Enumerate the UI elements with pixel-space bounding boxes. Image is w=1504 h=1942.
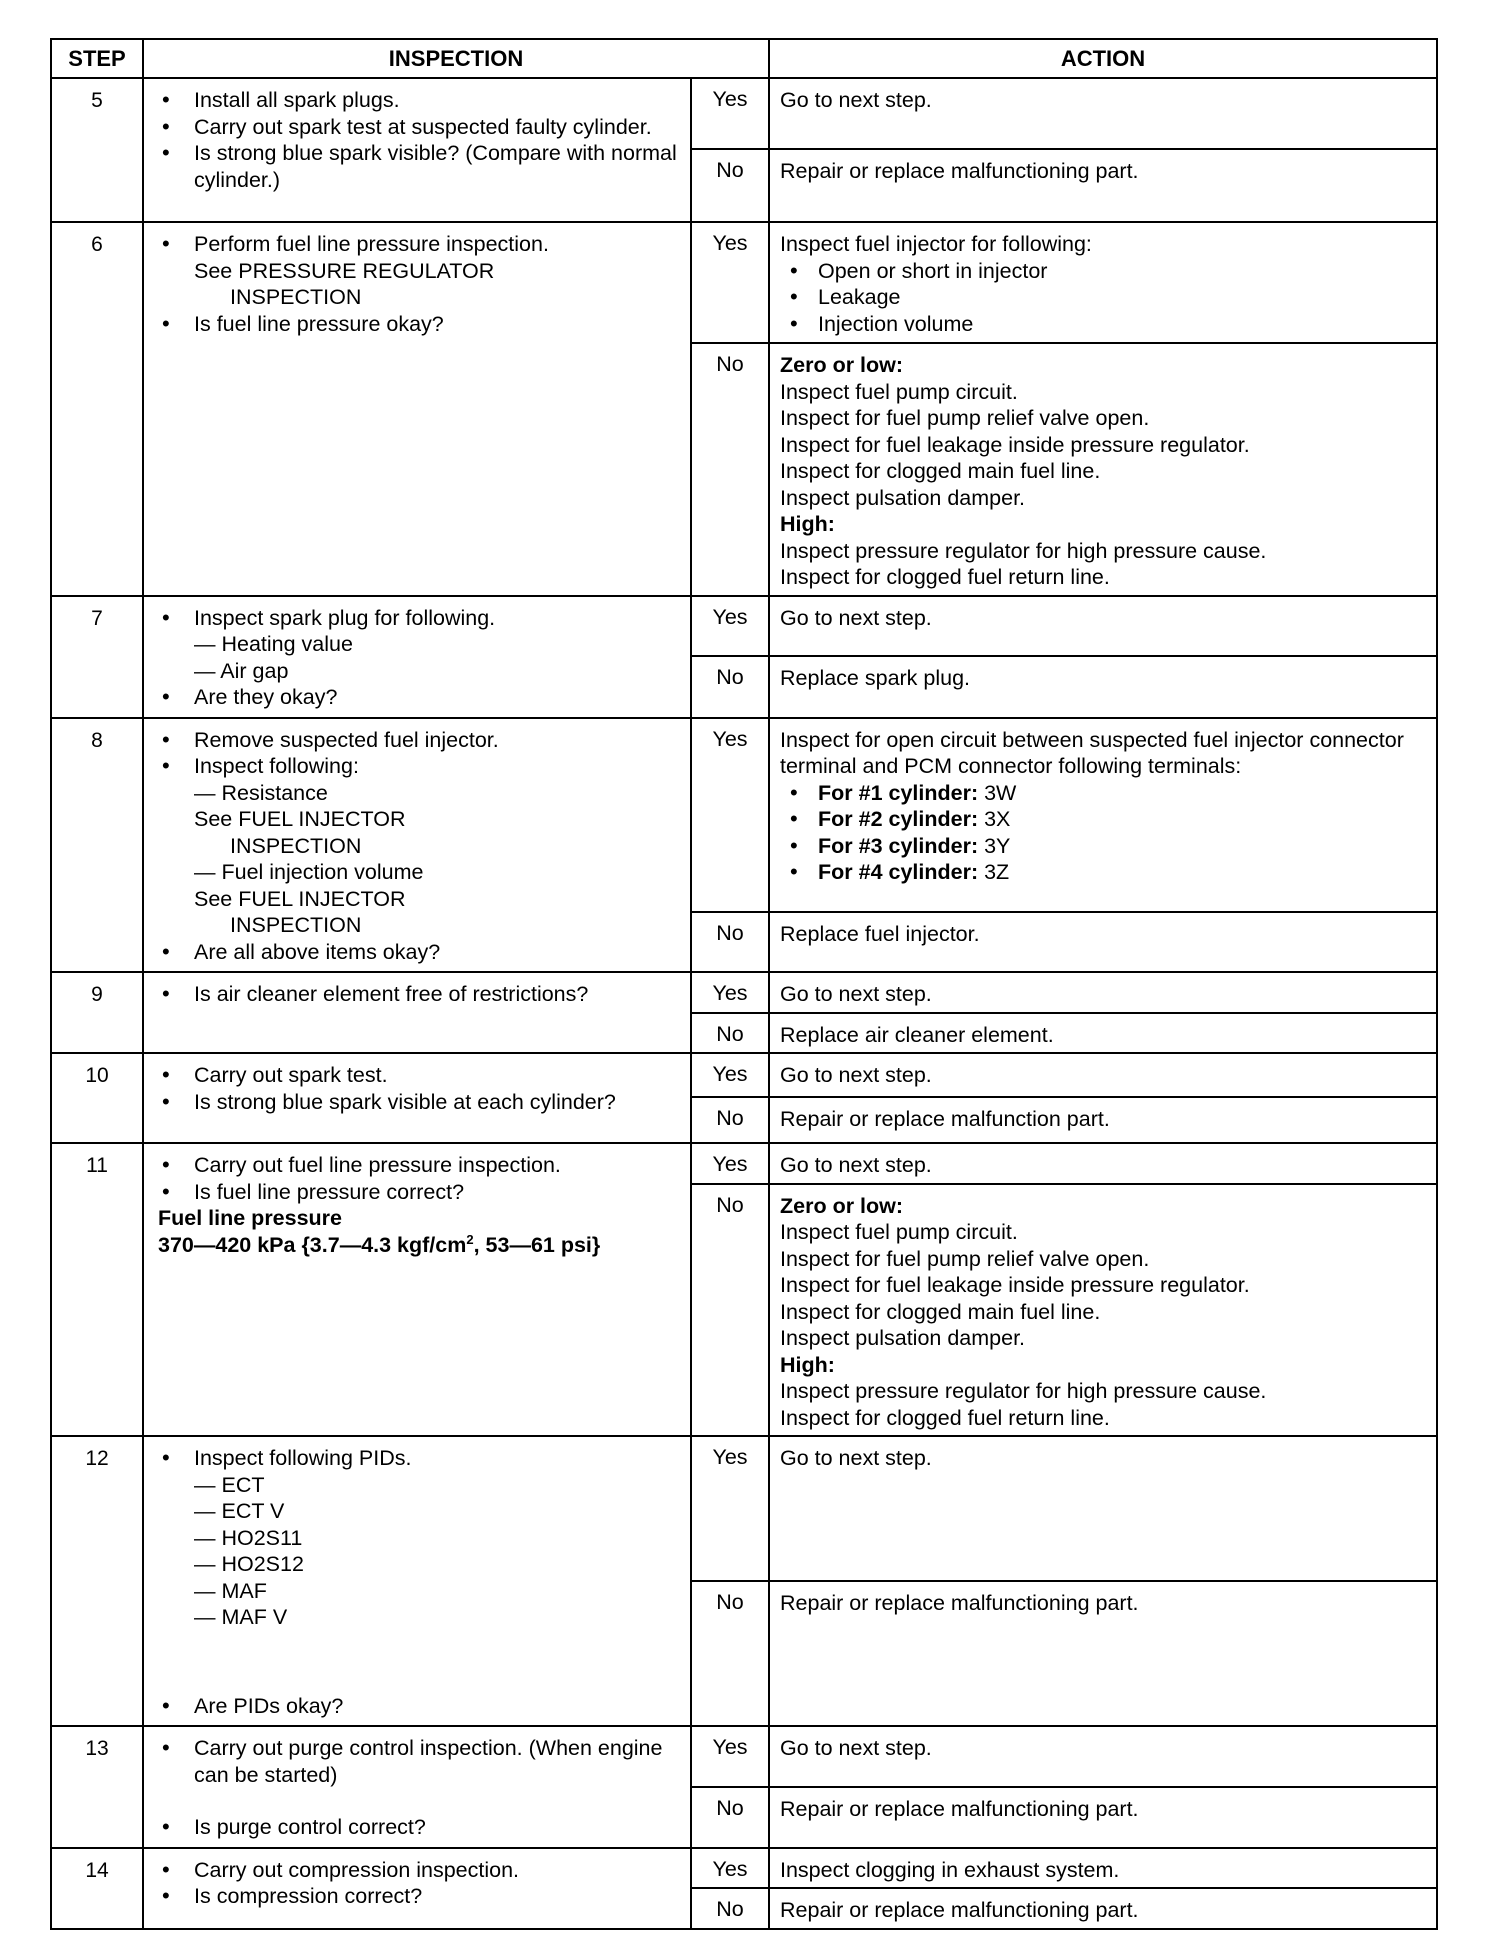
inspection-item: • Carry out purge control inspection. (When engine can be started) <box>158 1735 678 1788</box>
inspection-ref: INSPECTION <box>230 913 362 937</box>
terminal-value: 3W <box>984 780 1017 805</box>
action-no: Replace fuel injector. <box>769 912 1437 972</box>
action-yes: Go to next step. <box>769 78 1437 149</box>
action-heading: Inspect for open circuit between suspected fuel injector connector terminal and PCM connector following terminals: <box>780 727 1404 778</box>
action-line: Inspect for fuel leakage inside pressure regulator. <box>780 1273 1250 1297</box>
cylinder-label: For #2 cylinder: <box>818 807 979 831</box>
action-line: Inspect for clogged fuel return line. <box>780 565 1110 589</box>
spec-value <box>158 1232 678 1259</box>
pid-item: — HO2S12 <box>194 1552 304 1576</box>
action-line: Inspect pulsation damper. <box>780 485 1026 510</box>
step-number: 7 <box>51 596 143 718</box>
action-line: Inspect for fuel pump relief valve open. <box>780 406 1150 430</box>
inspection-cell <box>143 972 691 1053</box>
action-yes: Go to next step. <box>769 1143 1437 1184</box>
action-yes: Go to next step. <box>769 1436 1437 1581</box>
inspection-cell <box>143 1436 691 1726</box>
step-number: 5 <box>51 78 143 222</box>
inspection-item: • Carry out fuel line pressure inspection. <box>158 1152 678 1179</box>
action-item: • Open or short in injector <box>780 258 1426 285</box>
header-action: ACTION <box>769 39 1437 78</box>
no-label: No <box>691 149 769 222</box>
inspection-cell <box>143 1848 691 1929</box>
action-subheading: Zero or low: <box>780 1193 904 1218</box>
action-line: Inspect for fuel leakage inside pressure regulator. <box>780 432 1250 457</box>
table-row <box>51 78 1437 149</box>
inspection-subitem: — Resistance <box>194 780 328 805</box>
spec-value-part: 370—420 kPa {3.7—4.3 kgf/cm <box>158 1232 467 1257</box>
action-subheading: Zero or low: <box>780 353 904 377</box>
action-no: Repair or replace malfunctioning part. <box>769 1787 1437 1848</box>
table-row <box>51 718 1437 912</box>
inspection-ref: See FUEL INJECTOR <box>194 807 406 831</box>
action-heading: Inspect fuel injector for following: <box>780 232 1092 256</box>
action-yes: Go to next step. <box>769 1053 1437 1097</box>
step-number: 10 <box>51 1053 143 1143</box>
inspection-item: • Are PIDs okay? <box>158 1693 678 1720</box>
yes-label: Yes <box>691 718 769 912</box>
inspection-ref: See FUEL INJECTOR <box>194 886 406 911</box>
no-label: No <box>691 656 769 718</box>
no-label: No <box>691 1888 769 1929</box>
table-row <box>51 222 1437 343</box>
action-subheading: High: <box>780 512 835 536</box>
action-yes: Go to next step. <box>769 1726 1437 1787</box>
action-item: • Injection volume <box>780 311 1426 338</box>
action-no <box>769 1184 1437 1437</box>
action-line: Inspect fuel pump circuit. <box>780 1220 1018 1244</box>
pid-item: — ECT <box>194 1472 265 1497</box>
inspection-item: • Is fuel line pressure okay? <box>158 311 678 338</box>
table-row <box>51 1726 1437 1787</box>
step-number: 9 <box>51 972 143 1053</box>
inspection-cell <box>143 596 691 718</box>
cylinder-label: For #3 cylinder: <box>818 833 979 858</box>
terminal-value: 3Z <box>984 860 1010 884</box>
action-line: Inspect for clogged fuel return line. <box>780 1405 1110 1430</box>
inspection-item: • Is strong blue spark visible? (Compare with normal cylinder.) <box>158 140 678 193</box>
yes-label: Yes <box>691 1436 769 1581</box>
inspection-cell <box>143 78 691 222</box>
inspection-item: • Inspect spark plug for following. <box>158 605 678 632</box>
action-line: Inspect for fuel pump relief valve open. <box>780 1246 1150 1271</box>
yes-label: Yes <box>691 1848 769 1889</box>
action-item <box>780 859 1426 886</box>
inspection-subitem: — Heating value <box>194 632 353 656</box>
yes-label: Yes <box>691 1053 769 1097</box>
step-number: 13 <box>51 1726 143 1848</box>
header-row <box>51 39 1437 78</box>
table-row <box>51 1143 1437 1184</box>
yes-label: Yes <box>691 596 769 656</box>
action-no <box>769 343 1437 596</box>
header-step: STEP <box>51 39 143 78</box>
action-no: Repair or replace malfunction part. <box>769 1097 1437 1143</box>
spec-title: Fuel line pressure <box>158 1206 343 1230</box>
no-label: No <box>691 1013 769 1054</box>
inspection-item: • Inspect following PIDs. <box>158 1445 678 1472</box>
inspection-item: • Carry out compression inspection. <box>158 1857 678 1884</box>
action-line: Inspect pulsation damper. <box>780 1326 1026 1350</box>
pid-item: — HO2S11 <box>194 1525 303 1550</box>
diagnostic-table <box>50 38 1438 1930</box>
inspection-item: • Is purge control correct? <box>158 1814 678 1841</box>
action-subheading: High: <box>780 1352 835 1377</box>
inspection-item: • Carry out spark test. <box>158 1062 678 1089</box>
inspection-subitem: — Air gap <box>194 658 289 683</box>
inspection-cell <box>143 1726 691 1848</box>
table-row <box>51 1848 1437 1889</box>
table-row <box>51 596 1437 656</box>
pid-item: — ECT V <box>194 1499 285 1523</box>
inspection-item: • Is strong blue spark visible at each cylinder? <box>158 1089 678 1116</box>
inspection-item: • Is compression correct? <box>158 1883 678 1910</box>
action-yes <box>769 222 1437 343</box>
action-yes <box>769 718 1437 912</box>
inspection-cell <box>143 1053 691 1143</box>
inspection-item: • Is air cleaner element free of restrictions? <box>158 981 678 1008</box>
yes-label: Yes <box>691 78 769 149</box>
header-inspection: INSPECTION <box>143 39 769 78</box>
action-line: Inspect for clogged main fuel line. <box>780 1299 1101 1324</box>
action-item <box>780 806 1426 833</box>
inspection-item: • Inspect following: <box>158 753 678 780</box>
step-number: 11 <box>51 1143 143 1436</box>
no-label: No <box>691 1184 769 1437</box>
no-label: No <box>691 343 769 596</box>
inspection-item: • Perform fuel line pressure inspection. <box>158 231 678 258</box>
yes-label: Yes <box>691 222 769 343</box>
action-no: Repair or replace malfunctioning part. <box>769 1888 1437 1929</box>
action-line: Inspect pressure regulator for high pressure cause. <box>780 538 1267 563</box>
step-number: 14 <box>51 1848 143 1929</box>
cylinder-label: For #1 cylinder: <box>818 780 979 805</box>
inspection-cell <box>143 222 691 596</box>
action-line: Inspect for clogged main fuel line. <box>780 459 1101 483</box>
action-item <box>780 833 1426 860</box>
cylinder-label: For #4 cylinder: <box>818 860 979 884</box>
inspection-item: • Are all above items okay? <box>158 939 678 966</box>
no-label: No <box>691 1097 769 1143</box>
yes-label: Yes <box>691 1143 769 1184</box>
action-no: Replace spark plug. <box>769 656 1437 718</box>
inspection-subitem: — Fuel injection volume <box>194 860 424 884</box>
no-label: No <box>691 1787 769 1848</box>
table-row <box>51 972 1437 1013</box>
action-line: Inspect pressure regulator for high pressure cause. <box>780 1379 1267 1403</box>
action-line: Inspect fuel pump circuit. <box>780 379 1018 404</box>
inspection-ref: INSPECTION <box>230 285 362 309</box>
spec-superscript: 2 <box>466 1231 474 1247</box>
no-label: No <box>691 912 769 972</box>
action-item: • Leakage <box>780 284 1426 311</box>
spec-value-part: , 53—61 psi} <box>473 1232 601 1257</box>
action-yes: Go to next step. <box>769 972 1437 1013</box>
inspection-item: • Remove suspected fuel injector. <box>158 727 678 754</box>
step-number: 12 <box>51 1436 143 1726</box>
inspection-ref: See PRESSURE REGULATOR <box>194 258 495 283</box>
yes-label: Yes <box>691 1726 769 1787</box>
no-label: No <box>691 1581 769 1726</box>
table-row <box>51 1053 1437 1097</box>
action-yes: Inspect clogging in exhaust system. <box>769 1848 1437 1889</box>
step-number: 6 <box>51 222 143 596</box>
action-yes: Go to next step. <box>769 596 1437 656</box>
action-no: Repair or replace malfunctioning part. <box>769 149 1437 222</box>
inspection-ref: INSPECTION <box>230 833 362 858</box>
pid-item: — MAF <box>194 1578 267 1603</box>
yes-label: Yes <box>691 972 769 1013</box>
inspection-item: • Is fuel line pressure correct? <box>158 1179 678 1206</box>
terminal-value: 3Y <box>984 833 1011 858</box>
pid-item: — MAF V <box>194 1605 288 1629</box>
inspection-item: • Are they okay? <box>158 684 678 711</box>
inspection-item: • Carry out spark test at suspected faulty cylinder. <box>158 114 678 141</box>
action-no: Repair or replace malfunctioning part. <box>769 1581 1437 1726</box>
action-item <box>780 780 1426 807</box>
action-no: Replace air cleaner element. <box>769 1013 1437 1054</box>
inspection-cell <box>143 1143 691 1436</box>
table-row <box>51 1436 1437 1581</box>
inspection-item: • Install all spark plugs. <box>158 87 678 114</box>
step-number: 8 <box>51 718 143 973</box>
inspection-cell <box>143 718 691 973</box>
terminal-value: 3X <box>984 807 1011 831</box>
